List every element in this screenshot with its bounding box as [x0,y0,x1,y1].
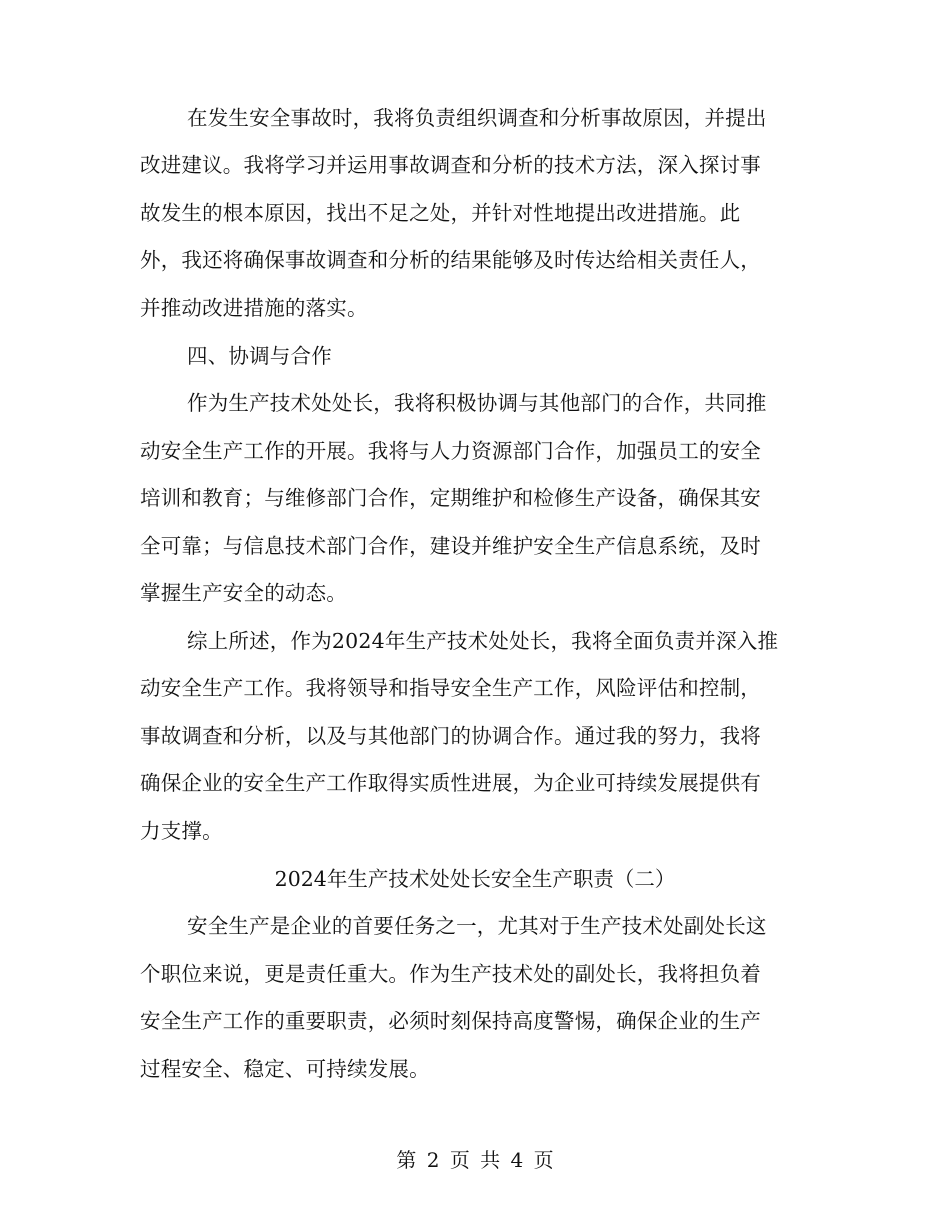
paragraph-2-line-1: 作为生产技术处处长，我将积极协调与其他部门的合作，共同推 [187,391,767,415]
section-4-title: 四、协调与合作 [187,344,332,368]
paragraph-2-line-3: 培训和教育；与维修部门合作，定期维护和检修生产设备，确保其安 [140,486,761,510]
paragraph-3-line-4: 确保企业的安全生产工作取得实质性进展，为企业可持续发展提供有 [140,771,761,795]
paragraph-2-line-2: 动安全生产工作的开展。我将与人力资源部门合作，加强员工的安全 [140,439,761,463]
paragraph-2-line-5: 掌握生产安全的动态。 [140,581,347,605]
paragraph-4-line-2: 个职位来说，更是责任重大。作为生产技术处的副处长，我将担负着 [140,962,761,986]
paragraph-3-line-2: 动安全生产工作。我将领导和指导安全生产工作，风险评估和控制， [140,676,761,700]
paragraph-2-line-4: 全可靠；与信息技术部门合作，建设并维护安全生产信息系统，及时 [140,534,761,558]
paragraph-4-line-1: 安全生产是企业的首要任务之一，尤其对于生产技术处副处长这 [187,914,767,938]
paragraph-3-line-3: 事故调查和分析，以及与其他部门的协调合作。通过我的努力，我将 [140,724,761,748]
page-number-footer: 第 2 页 共 4 页 [396,1148,554,1172]
paragraph-4-line-4: 过程安全、稳定、可持续发展。 [140,1057,430,1081]
paragraph-1-line-2: 改进建议。我将学习并运用事故调查和分析的技术方法，深入探讨事 [140,153,761,177]
paragraph-4-line-3: 安全生产工作的重要职责，必须时刻保持高度警惕，确保企业的生产 [140,1009,761,1033]
paragraph-3-line-1: 综上所述，作为2024年生产技术处处长，我将全面负责并深入推 [187,629,779,653]
paragraph-3-line-5: 力支撑。 [140,819,223,843]
paragraph-1-line-3: 故发生的根本原因，找出不足之处，并针对性地提出改进措施。此 [140,201,741,225]
paragraph-1-line-4: 外，我还将确保事故调查和分析的结果能够及时传达给相关责任人， [140,248,761,272]
paragraph-1-line-1: 在发生安全事故时，我将负责组织调查和分析事故原因，并提出 [187,106,767,130]
paragraph-1-line-5: 并推动改进措施的落实。 [140,296,368,320]
section-2-heading: 2024年生产技术处处长安全生产职责（二） [274,867,676,891]
